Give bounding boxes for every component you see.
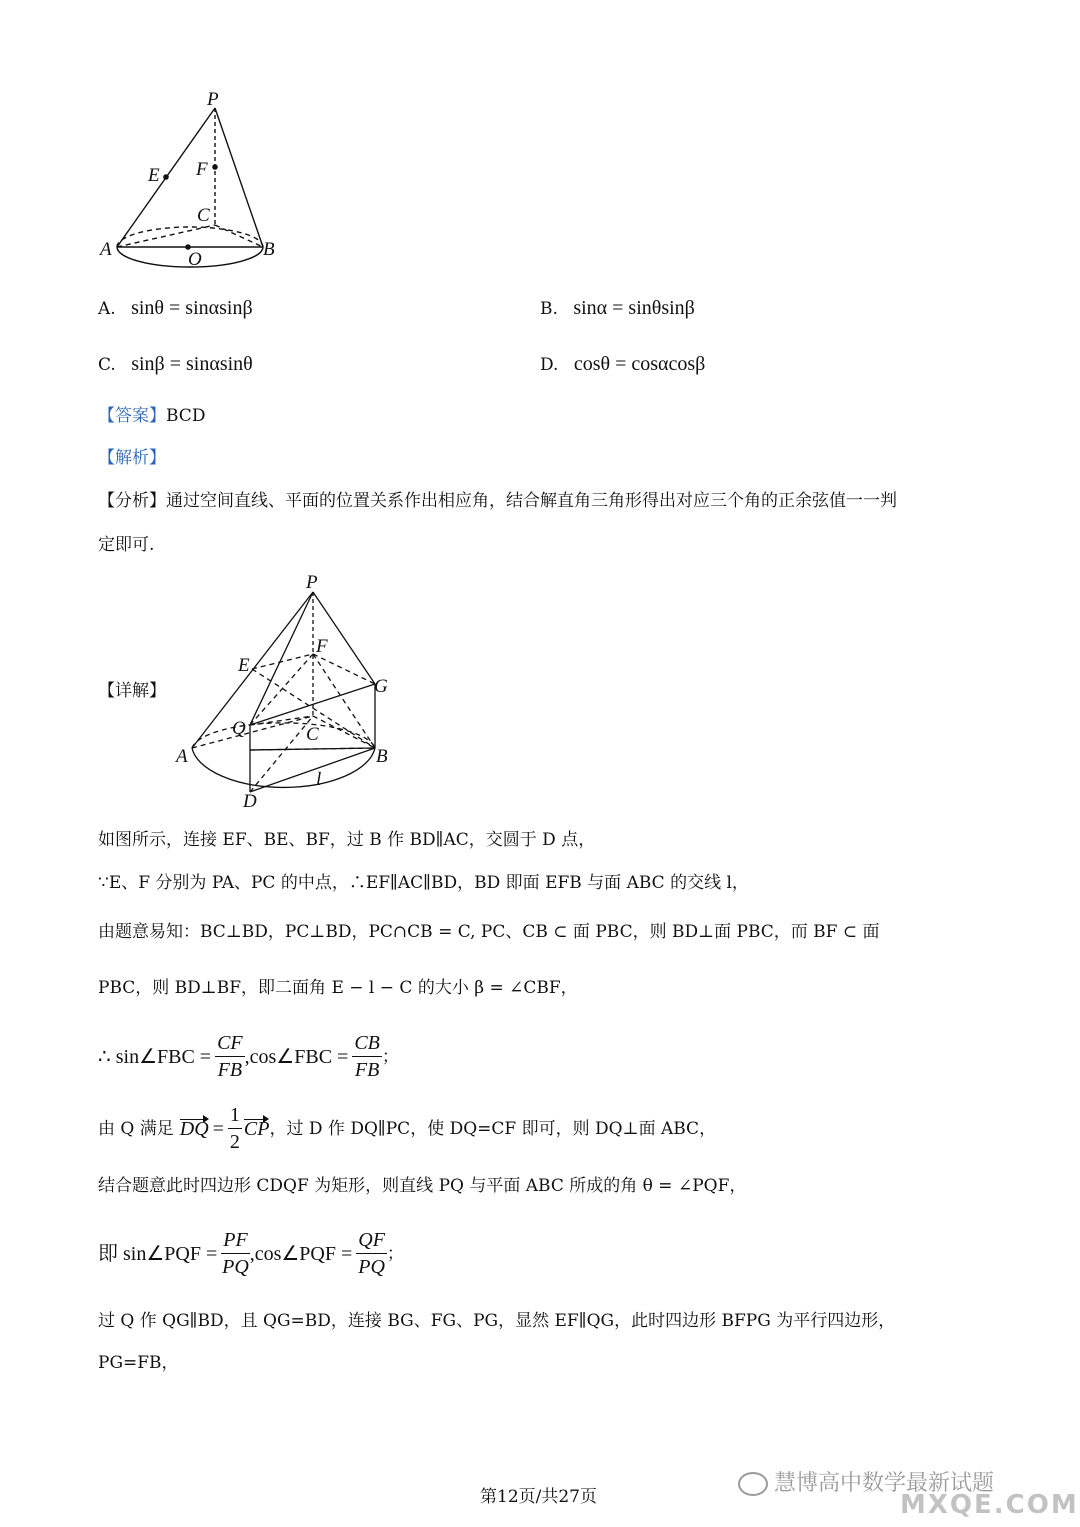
analysis-tag: 【解析】 — [98, 448, 166, 468]
l8-f2-num: QF — [356, 1227, 387, 1254]
l6-eq: = — [212, 1117, 224, 1140]
label2-E: E — [238, 655, 250, 676]
l8-f1-den: PQ — [222, 1256, 249, 1278]
option-b — [540, 296, 695, 321]
l5-f1-den: FB — [217, 1059, 243, 1081]
figure-construction — [170, 570, 400, 815]
body-line-10: PG=FB， — [98, 1353, 179, 1373]
label2-G: G — [374, 676, 388, 697]
option-d — [540, 352, 705, 377]
option-a — [98, 296, 253, 321]
option-c — [98, 352, 253, 377]
l6-f-num: 1 — [228, 1102, 242, 1129]
l5-mid: ,cos∠FBC = — [244, 1045, 349, 1068]
l5-f2-den: FB — [354, 1059, 380, 1081]
l8-mid: ,cos∠PQF = — [249, 1242, 353, 1265]
body-line-6 — [98, 1102, 716, 1155]
option-a-letter: A. — [98, 299, 116, 319]
label2-P: P — [306, 572, 318, 593]
l6-f-den: 2 — [229, 1131, 240, 1153]
l6-prefix: 由 Q 满足 — [98, 1118, 174, 1139]
option-b-letter: B. — [540, 299, 558, 319]
option-d-letter: D. — [540, 355, 559, 375]
vector-dq: DQ — [179, 1117, 209, 1140]
label2-F: F — [316, 636, 328, 657]
label2-A: A — [176, 746, 188, 767]
option-b-formula: sinα = sinθsinβ — [573, 297, 695, 319]
label-F: F — [196, 159, 208, 180]
body-line-9: 过 Q 作 QG∥BD，且 QG=BD，连接 BG、FG、PG，显然 EF∥QG，此时四边形 BFPG 为平行四边形， — [98, 1311, 896, 1331]
body-line-1: 如图所示，连接 EF、BE、BF，过 B 作 BD∥AC，交圆于 D 点， — [98, 830, 596, 850]
option-d-formula: cosθ = cosαcosβ — [573, 353, 706, 375]
l8-f1-num: PF — [221, 1227, 249, 1254]
watermark-account-text: 慧博高中数学最新试题 — [774, 1471, 995, 1496]
answer-tag: 【答案】 — [98, 406, 166, 426]
answer-value: BCD — [166, 406, 206, 426]
l6-rest: ，过 D 作 DQ∥PC，使 DQ=CF 即可，则 DQ⊥面 ABC， — [269, 1118, 717, 1139]
label2-D: D — [243, 791, 257, 812]
l5-f2-num: CB — [352, 1030, 382, 1057]
body-line-7: 结合题意此时四边形 CDQF 为矩形，则直线 PQ 与平面 ABC 所成的角 θ = ∠PQF， — [98, 1176, 747, 1196]
body-line-4: PBC，则 BD⊥BF，即二面角 E − l − C 的大小 β = ∠CBF， — [98, 978, 578, 998]
fraction-half — [228, 1102, 242, 1155]
l5-f1-num: CF — [215, 1030, 245, 1057]
page-number: 第12页/共27页 — [480, 1487, 597, 1507]
l5-prefix: ∴ sin∠FBC = — [98, 1045, 212, 1068]
option-a-formula: sinθ = sinαsinβ — [131, 297, 253, 319]
label-P: P — [207, 89, 219, 110]
watermark-site: MXQE.COM — [900, 1490, 1079, 1520]
l8-end: ； — [386, 1243, 404, 1264]
label2-Q: Q — [232, 718, 246, 739]
body-line-3: 由题意易知：BC⊥BD，PC⊥BD，PC∩CB = C, PC、CB ⊂ 面 PBC，则 BD⊥面 PBC，而 BF ⊂ 面 — [98, 922, 880, 942]
label2-B: B — [376, 746, 388, 767]
figure-cone — [95, 85, 295, 275]
label2-l: l — [316, 769, 322, 790]
body-line-5 — [98, 1030, 399, 1083]
fraction-cb-fb — [352, 1030, 382, 1083]
body-line-2: ∵E、F 分别为 PA、PC 的中点，∴EF∥AC∥BD，BD 即面 EFB 与面 ABC 的交线 l， — [98, 873, 749, 893]
fraction-cf-fb — [215, 1030, 245, 1083]
fenxi-line2: 定即可. — [98, 535, 155, 555]
option-c-letter: C. — [98, 355, 116, 375]
label2-C: C — [306, 724, 319, 745]
answer-line — [98, 404, 205, 428]
label-O: O — [188, 249, 202, 270]
fraction-qf-pq — [356, 1227, 387, 1280]
fraction-pf-pq — [221, 1227, 249, 1280]
body-line-8 — [98, 1227, 404, 1280]
wechat-icon — [738, 1472, 768, 1496]
l8-f2-den: PQ — [358, 1256, 385, 1278]
fenxi-line1: 【分析】通过空间直线、平面的位置关系作出相应角，结合解直角三角形得出对应三个角的正余弦值一一判 — [98, 491, 897, 511]
vector-cp: CP — [243, 1117, 270, 1140]
label-A: A — [100, 239, 112, 260]
option-c-formula: sinβ = sinαsinθ — [131, 353, 253, 375]
detail-tag: 【详解】 — [98, 681, 166, 701]
l5-end: ； — [381, 1046, 399, 1067]
label-E: E — [148, 165, 160, 186]
label-C: C — [197, 205, 210, 226]
l8-prefix: 即 sin∠PQF = — [98, 1242, 218, 1265]
label-B: B — [263, 239, 275, 260]
